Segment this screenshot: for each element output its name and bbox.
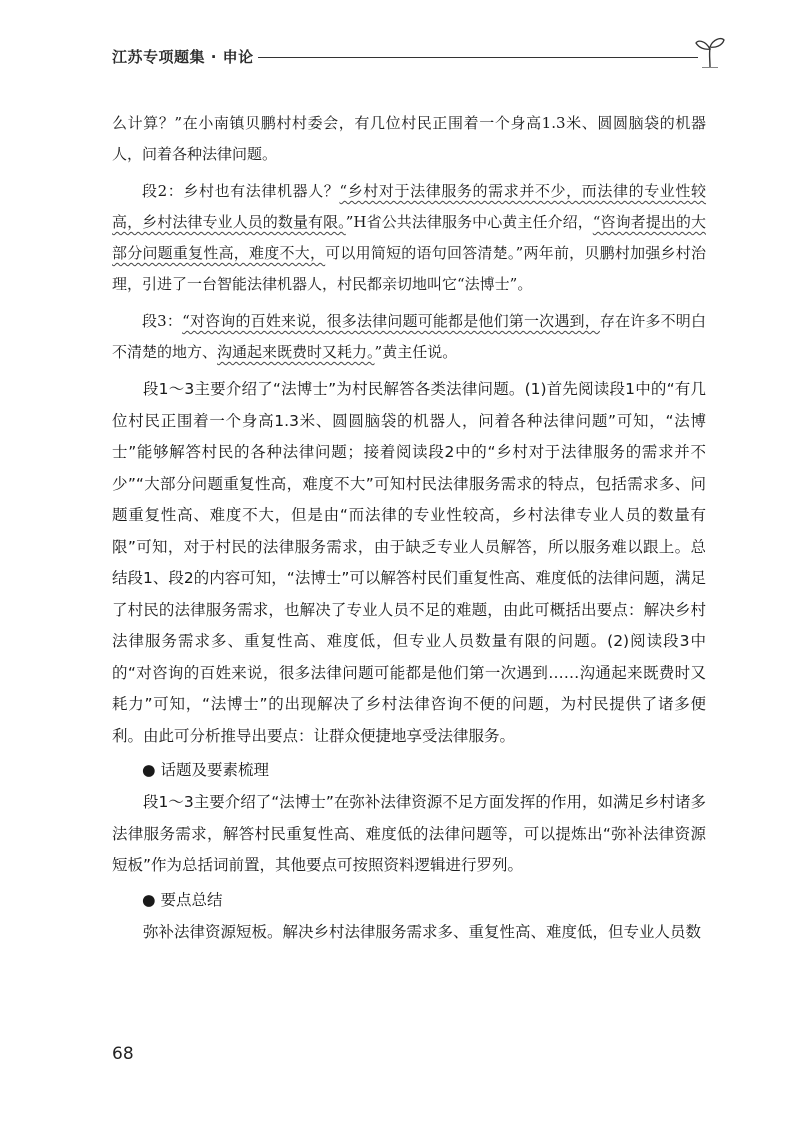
- passage-paragraph-3: 段3：“对咨询的百姓来说，很多法律问题可能都是他们第一次遇到，存在许多不明白不清楚的地方、沟通起来既费时又耗力。”黄主任说。: [112, 312, 706, 361]
- underlined-quote: “对咨询的百姓来说，很多法律问题可能都是他们第一次遇到，: [182, 312, 600, 330]
- section-heading-summary: ● 要点总结: [142, 890, 223, 909]
- passage-paragraph-1: 么计算？”在小南镇贝鹏村村委会，有几位村民正围着一个身高1.3米、圆圆脑袋的机器人，问着各种法律问题。: [112, 114, 706, 163]
- section-text-topic: 段1～3主要介绍了“法博士”在弥补法律资源不足方面发挥的作用，如满足乡村诸多法律服务需求，解答村民重复性高、难度低的法律问题等，可以提炼出“弥补法律资源短板”作为总括词前置，其他要点可按照资料逻辑进行罗列。: [112, 793, 706, 874]
- page-number: 68: [112, 1044, 134, 1064]
- underlined-quote: 沟通起来既费时又耗力。: [217, 343, 375, 361]
- header-rule: [258, 57, 698, 58]
- sprout-icon: [694, 34, 726, 68]
- analysis-paragraph: 段1～3主要介绍了“法博士”为村民解答各类法律问题。(1)首先阅读段1中的“有几位村民正围着一个身高1.3米、圆圆脑袋的机器人，问着各种法律问题”可知，“法博士”能够解答村民的各种法律问题；接着阅读段2中的“乡村对于法律服务的需求并不少”“大部分问题重复性高，难度不大”可知村民法律服务需求的特点，包括需求多、问题重复性高、难度不大，但是由“而法律的专业性较高，乡村法律专业人员的数量有限”可知，对于村民的法律服务需求，由于缺乏专业人员解答，所以服务难以跟上。总结段1、段2的内容可知，“法博士”可以解答村民们重复性高、难度低的法律问题，满足了村民的法律服务需求，也解决了专业人员不足的难题，由此可概括出要点：解决乡村法律服务需求多、重复性高、难度低，但专业人员数量有限的问题。(2)阅读段3中的“对咨询的百姓来说，很多法律问题可能都是他们第一次遇到……沟通起来既费时又耗力”可知，“法博士”的出现解决了乡村法律咨询不便的问题，为村民提供了诸多便利。由此可分析推导出要点：让群众便捷地享受法律服务。: [112, 380, 706, 745]
- page-header: [112, 34, 724, 74]
- underlined-quote: “咨询者提出的大部分问题重复性高，难度不大，: [112, 213, 706, 262]
- header-title: 江苏专项题集 · 申论: [112, 48, 254, 66]
- underlined-quote: “乡村对于法律服务的需求并不少，而法律的专业性较高，乡村法律专业人员的数量有限。: [112, 182, 707, 231]
- page-content: [112, 108, 706, 948]
- section-text-summary: 弥补法律资源短板。解决乡村法律服务需求多、重复性高、难度低，但专业人员数: [143, 922, 702, 941]
- section-heading-topic: ● 话题及要素梳理: [142, 761, 269, 779]
- passage-paragraph-2: 段2：乡村也有法律机器人？“乡村对于法律服务的需求并不少，而法律的专业性较高，乡村法律专业人员的数量有限。”H省公共法律服务中心黄主任介绍，“咨询者提出的大部分问题重复性高，难度不大，可以用简短的语句回答清楚。”两年前，贝鹏村加强乡村治理，引进了一台智能法律机器人，村民都亲切地叫它“法博士”。: [112, 182, 707, 293]
